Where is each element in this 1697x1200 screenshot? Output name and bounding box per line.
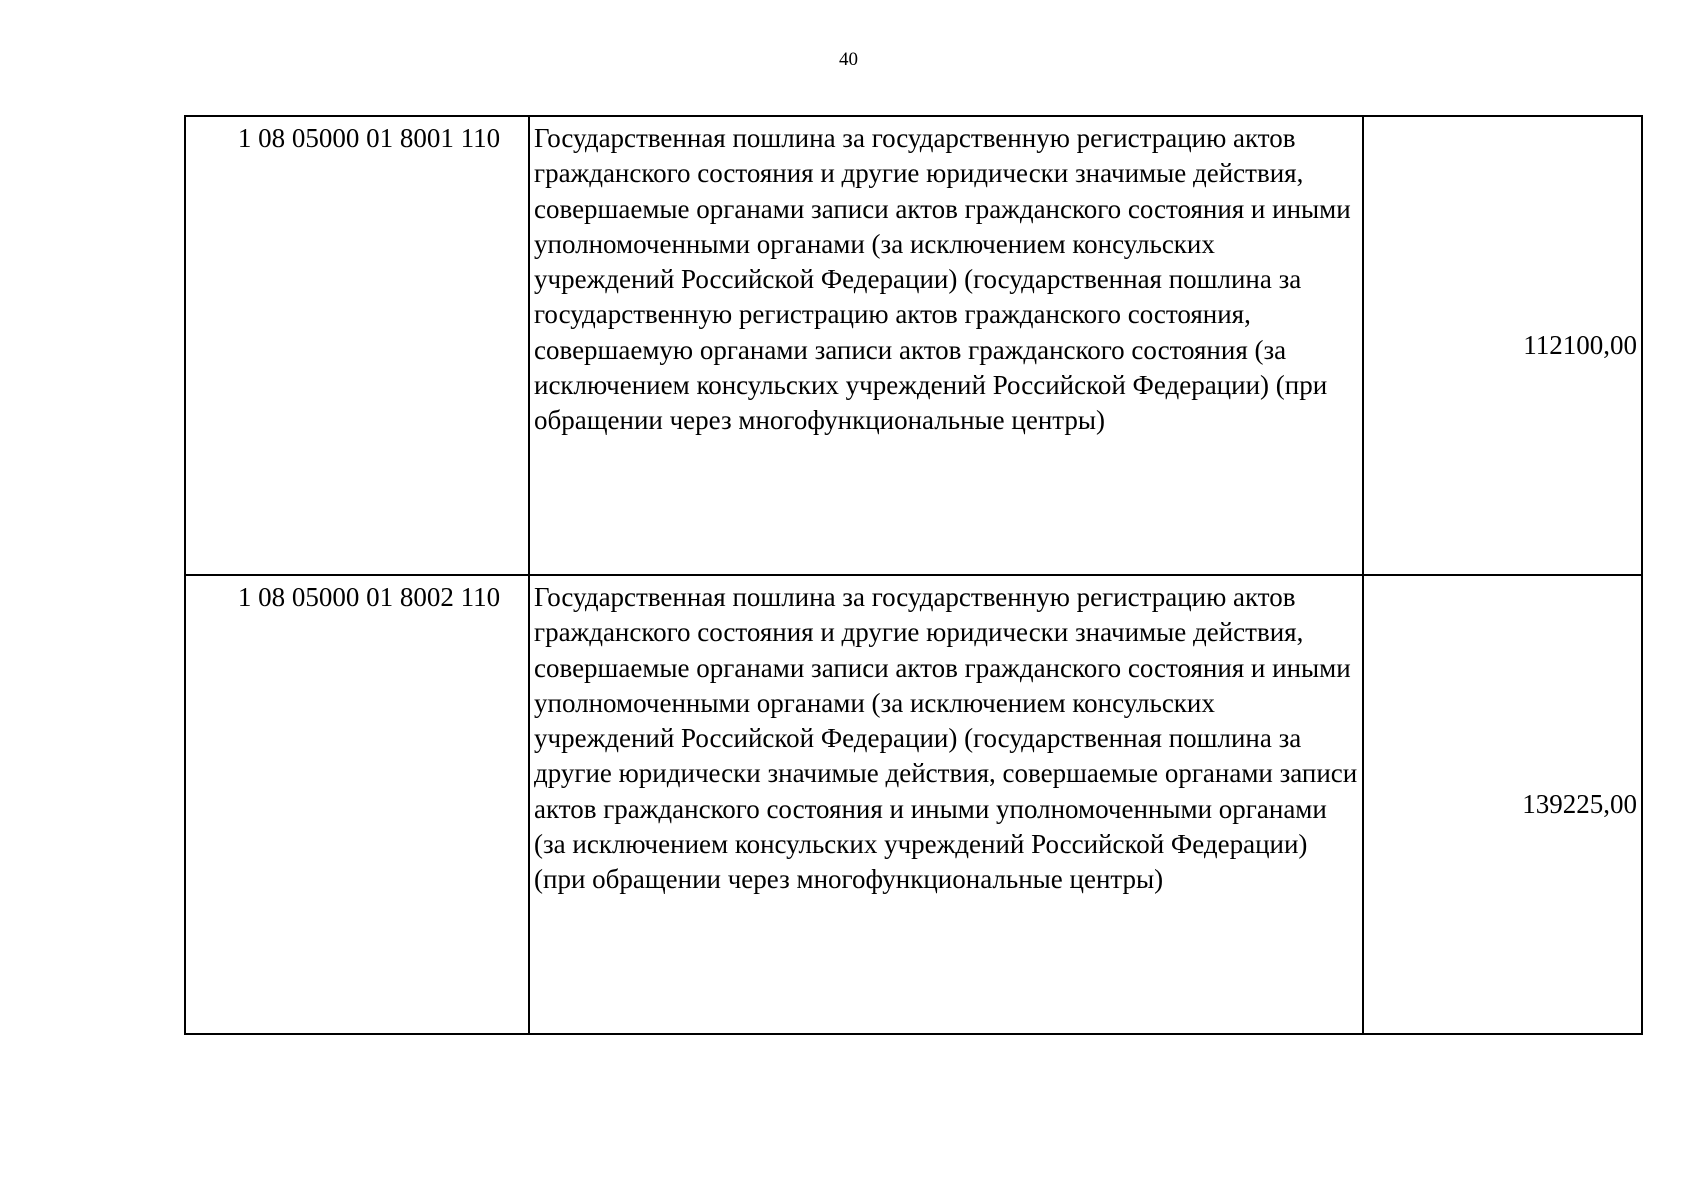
budget-classification-code: 1 08 05000 01 8002 110 (237, 582, 501, 612)
page-number: 40 (839, 49, 858, 70)
budget-classification-code-cell (185, 575, 529, 1034)
table-row (185, 575, 1642, 1034)
revenue-description: Государственная пошлина за государственную регистрацию актов гражданского состояния и другие юридически значимые действия, совершаемые органами записи актов гражданского состояния и иными уполномоченными органами (за исключением консульских учреждений Российской Федерации) (государственная пошлина за другие юридически значимые действия, совершаемые органами записи актов гражданского состояния и иными уполномоченными органами (за исключением консульских учреждений Российской Федерации) (при обращении через многофункциональные центры) (529, 575, 1363, 1034)
revenue-description: Государственная пошлина за государственную регистрацию актов гражданского состояния и другие юридически значимые действия, совершаемые органами записи актов гражданского состояния и иными уполномоченными органами (за исключением консульских учреждений Российской Федерации) (государственная пошлина за государственную регистрацию актов гражданского состояния, совершаемую органами записи актов гражданского состояния (за исключением консульских учреждений Российской Федерации) (при обращении через многофункциональные центры) (529, 116, 1363, 575)
revenue-amount: 112100,00 (1363, 116, 1642, 575)
budget-classification-code: 1 08 05000 01 8001 110 (237, 123, 501, 153)
budget-classification-code-cell (185, 116, 529, 575)
revenue-amount: 139225,00 (1363, 575, 1642, 1034)
budget-revenue-table (184, 115, 1643, 1035)
table-row (185, 116, 1642, 575)
